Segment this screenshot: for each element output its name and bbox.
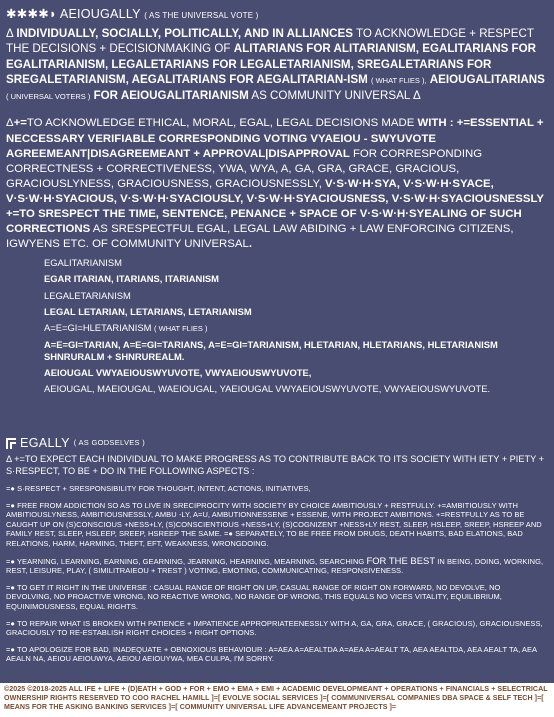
delta-symbol: Δ [6,117,14,130]
list-item: EGALITARIANISM [44,257,122,269]
list-item [44,322,548,335]
list-item: LEGALETARIANISM [44,289,131,301]
list-item [44,306,548,318]
section-egally [6,435,548,664]
egally-intro: Δ +=TO EXPECT EACH INDIVIDUAL TO MAKE PROGRESS AS TO CONTRIBUTE BACK TO ITS SOCIETY WITH IETY + PIETY + S·RESPECT, TO BE + DO IN THE FOLLOWING ASPECTS : [6,454,544,476]
text-plain: =● YEARNING, LEARNING, EARNING, GEARNING, JEARNING, HEARNING, MEARNING, SEARCHING [6,556,367,566]
footer [0,683,554,717]
aspect-item [6,556,548,576]
text-bold: FOR AEIOUGALITARIANISM [93,89,249,103]
nested-frame-icon [6,438,16,449]
text-emphasis: FOR THE BEST [366,554,436,566]
text-bold: V·S·W·H·SYA, V·S·W·H·SYACE, V·S·W·H·SYACIOUS, V·S·W·H·SYACIOUSLY, V·S·W·H·SYACIOUSNESS, V·S·W·H·SYACIOUSNESSLY +=TO SRESPECT THE TIME, SENTENCE, PENANCE + SPACE OF V·S·W·H·SYEALING OF SUCH CORRECTIONS [6,177,544,236]
list-item-bold: AEIOUGAL VWYAEIOUSWYUVOTE, VWYAEIOUSWYUVOTE, [44,366,312,378]
section-aeiougally [6,6,548,395]
list-item-bold: LEGAL LETARIAN, LETARIANS, LETARIANISM [44,305,252,317]
heading-subtitle: ( AS THE UNIVERSAL VOTE ) [144,11,259,20]
section-heading [6,435,548,451]
text-plain: IN BEING, DOING, WORKING, REST, LEISURE, PLAY, ( SIMILITRAIEOU + TREST ) VOTING, EMOTING, COMMUNICATING, RESPONSIVENESS. [6,556,544,576]
text-plain: AS COMMUNITY UNIVERSAL Δ [248,89,421,103]
text-plain: TO ACKNOWLEDGE ETHICAL, MORAL, EGAL, LEGAL DECISIONS MADE [26,117,418,130]
text-bold: ALITARIANS FOR ALITARIANISM, EGALITARIANS FOR EGALITARIANISM, LEGALETARIANS FOR LEGALETARIANISM, SREGALETARIANS FOR SREGALETARIANISM, AEGALITARIANS FOR AEGALITARIAN-ISM [6,42,537,86]
list-item-bold: A=E=GI=TARIAN, A=E=GI=TARIANS, A=E=GI=TARIANISM, HLETARIAN, HLETARIANS, HLETARIANISM SHNRURALM + SHNRUREALM. [44,338,498,362]
text-small: ( WHAT FLIES ), [371,75,427,85]
text-bold: += [13,117,27,130]
list-item: AEIOUGAL, MAEIOUGAL, WAEIOUGAL, YAEIOUGAL VWYAEIOUSWYUVOTE, VWYAEIOUSWYUVOTE. [44,383,491,395]
text-small: ( UNIVERSAL VOTERS ) [6,92,91,102]
heading-title: AEIOUGALLY [59,7,141,21]
text-bold: . [248,238,252,251]
heading-title: EGALLY [20,436,70,450]
text-bold: INDIVIDUALLY, SOCIALLY, POLITICALLY, AND IN ALLIANCES [16,27,354,40]
list-item-small: ( WHAT FLIES ) [154,323,208,333]
text-bold: AEIOUGALITARIANS [429,72,545,86]
text-plain: TO ACKNOWLEDGE + RESPECT THE DECISIONS + DECISIONMAKING OF [6,27,534,56]
paragraph-decisions [6,116,548,252]
text-bold: WITH : +=ESSENTIAL + NECCESSARY VERIFIABLE CORRESPONDING VOTING VYAEIOU - SWYUVOTE AGREEMEANT|DISAGREEMEANT + APPROVAL|DISAPPROVAL [6,117,544,160]
list-item [44,339,548,363]
asterisk-moon-icon: ✱✱✱✱◗ [6,7,57,21]
text-plain: AS SRESPECTFUL EGAL, LEGAL LAW ABIDING + LAW ENFORCING CITIZENS, IGWYENS ETC. OF COMMUNITY UNIVERSAL [6,223,514,251]
aspect-item: =● FREE FROM ADDICTION SO AS TO LIVE IN SRECIPROCITY WITH SOCIETY BY CHOICE AMBITIOUSLY + RESTFULLY. +=AMBITIOUSLY WITH AMBITIOUSLYNESS, AMBITIOUSNESSLY, AMBU -LY, A=U, AMBUTIONNESSENE + ESSENE, WITH PROJECT AMBITIONS. +=RESTFULLY AS TO BE CAUGHT UP ON (S)CONSCIOUS +NESS+LY, (S)CONSCIENTIOUS +NESS+LY, (S)COGNIZENT +NESS+LY REST, SLEEP, HSLEEP, SREEP, HSREEP AND FAMILY REST, SLEEP, HSLEEP, SREEP, HSREEP THE SAME. =● SEPARATELY, TO BE FREE FROM DRUGS, DEATH HABITS, BAD ELATIONS, BAD RELATIONS, HARM, HARMING, THEFT, EFT, WEAKNESS, WRONGDOING. [6,500,542,548]
terms-list [44,257,548,395]
copyright-text: ©2025 ©2018-2025 ALL IFE + LIFE + (D)EATH + GOD + FOR + EMO + EMA + EMI + ACADEMIC DEVELOPMEANT + OPERATIONS + FINANCIALS + SELECTRICAL OWNERSHIP RIGHTS RESERVED TO COO RACHEL HAMILL ]=[ EVOLVE SOCIAL SERVICES ]=[ COMMUNIVERSAL COMPANIES DBA SPACE & SELF TECH ]=[ MEANS FOR THE ASKING BANKING SERVICES ]=[ COMMUNITY UNIVERSAL LIFE ADVANCEMEANT PROJECTS ]= [4,685,548,712]
aspect-item: =● TO GET IT RIGHT IN THE UNIVERSE : CASUAL RANGE OF RIGHT ON UP, CASUAL RANGE OF RIGHT ON FORWARD, NO DEVOLVE, NO DEVOLVING, NO PROACTIVE WRONG, NO REACTIVE WRONG, NO RANGE OF WRONG, THIS EQUALS NO VICES VITALITY, EQUILIBRIUM, EQUINIMOUSNESS, EQUAL RIGHTS. [6,582,502,611]
list-item [44,273,548,285]
aspect-item: =● TO REPAIR WHAT IS BROKEN WITH PATIENCE + IMPATIENCE APPROPRIATEENESSLY WITH A, GA, GRA, GRACE, ( GRACIOUS), GRACIOUSNESS, GRACIOUSLY TO RE-ESTABLISH RIGHT CHOICES + RIGHT OPTIONS. [6,618,543,638]
text-plain: FOR CORRESPONDING CORRECTNESS + CORRECTIVENESS, YWA, WYA, A, GA, GRA, GRACE, GRACIOUS, GRACIOUSLYNESS, GRACIOUSNESS, GRACIOUSNESSLY, [6,147,483,190]
aspect-item: =● TO APOLOGIZE FOR BAD, INADEQUATE + OBNOXIOUS BEHAVIOUR : A=AEA A=AEALTDA A=AEA A=AEALT TA, AEA AEALTDA, AEA AEALT TA, AEA AEALN NA, AEIOU AEIOUWYA, AEIOU AEIOUYWA, MEA CULPA, I'M SORRY. [6,644,537,664]
list-item-text: A=E=GI=HLETARIANISM [44,321,152,333]
list-item [44,367,548,379]
heading-subtitle: ( AS GODSELVES ) [73,438,146,447]
delta-symbol: Δ [6,27,17,40]
aspect-item: =● S·RESPECT + SRESPONSIBILITY FOR THOUGHT, INTENT, ACTIONS, INITIATIVES, [6,484,311,493]
paragraph-alliances [6,26,548,104]
section-heading [6,6,548,24]
list-item-bold: EGAR ITARIAN, ITARIANS, ITARIANISM [44,273,219,285]
